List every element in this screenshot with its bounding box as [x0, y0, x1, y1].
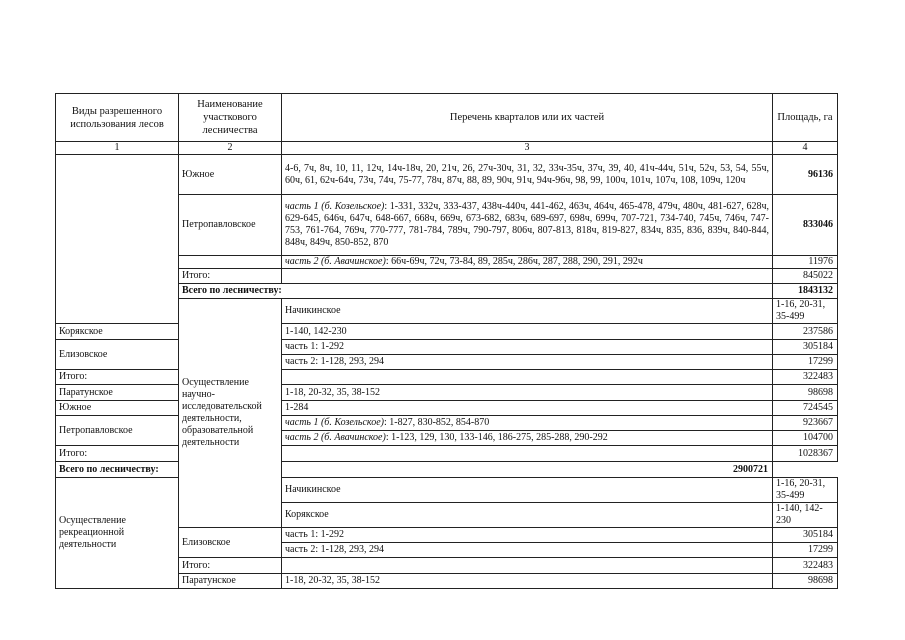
quarters-cell: часть 2: 1-128, 293, 294 [282, 355, 773, 370]
total-label: Итого: [56, 446, 179, 462]
quarters-cell [282, 416, 773, 431]
forestry-name: Елизовское [56, 340, 179, 370]
quarters-cell: 1-18, 20-32, 35, 38-152 [282, 574, 773, 589]
forestry-name: Паратунское [56, 385, 179, 401]
grand-total-area: 2900721 [282, 462, 773, 478]
quarters-cell: 1-18, 20-32, 35, 38-152 [282, 385, 773, 401]
column-number: 2 [179, 142, 282, 155]
grand-total-label: Всего по лесничеству: [179, 284, 773, 299]
total-area: 322483 [773, 558, 838, 574]
area-cell: 98698 [773, 574, 838, 589]
column-number: 4 [773, 142, 838, 155]
total-row [56, 446, 838, 462]
quarters-cell: 1-140, 142-230 [282, 324, 773, 340]
total-label: Итого: [56, 370, 179, 385]
total-area: 1028367 [773, 446, 838, 462]
empty-cell [282, 446, 773, 462]
table-row [56, 401, 838, 416]
use-type-cell [56, 155, 179, 324]
header-forestry-name: Наименование участкового лесничества [179, 94, 282, 142]
quarters-cell: 1-140, 142-230 [773, 503, 838, 528]
area-cell: 11976 [773, 256, 838, 269]
forestry-name: Начикинское [282, 478, 773, 503]
forestry-name: Южное [56, 401, 179, 416]
area-cell: 305184 [773, 340, 838, 355]
forestry-name: Начикинское [282, 299, 773, 324]
table-row [56, 324, 838, 340]
table-row [56, 385, 838, 401]
table-row [56, 416, 838, 431]
grand-total-row [56, 462, 838, 478]
forestry-name: Корякское [282, 503, 773, 528]
quarters-cell: 1-16, 20-31, 35-499 [773, 299, 838, 324]
forestry-name: Елизовское [179, 528, 282, 558]
table-row [56, 340, 838, 355]
quarters-cell [282, 431, 773, 446]
area-cell: 237586 [773, 324, 838, 340]
column-number: 1 [56, 142, 179, 155]
area-cell: 17299 [773, 543, 838, 558]
area-cell: 724545 [773, 401, 838, 416]
empty-cell [282, 269, 773, 284]
forestry-name: Паратунское [179, 574, 282, 589]
total-row [56, 370, 838, 385]
area-cell: 98698 [773, 385, 838, 401]
empty-cell [282, 558, 773, 574]
quarters-cell: часть 1: 1-292 [282, 340, 773, 355]
forestry-name: Южное [179, 155, 282, 195]
quarters-cell: часть 1: 1-292 [282, 528, 773, 543]
forestry-name: Петропавловское [56, 416, 179, 446]
grand-total-area: 1843132 [773, 284, 838, 299]
quarters-cell: 1-284 [282, 401, 773, 416]
column-number: 3 [282, 142, 773, 155]
part-quarters: : 1-331, 332ч, 333-437, 438ч-440ч, 441-462, 463ч, 464ч, 465-478, 479ч, 480ч, 481-627, 628ч, 629-645, 646ч, 647ч, 648-667, 668ч, 669ч, 673-682, 683ч, 689-697, 698ч, 699ч, 707-721, 734-740, 745ч, 746ч, 747-753, 761-764, 769ч, 770-777, 781-784, 789ч, 790-797, 806ч, 807-813, 818ч, 819-827, 834ч, 835, 836, 839ч, 840-844, 848ч, 849ч, 850-852, 870 [285, 201, 769, 248]
quarters-cell: 4-6, 7ч, 8ч, 10, 11, 12ч, 14ч-18ч, 20, 21ч, 26, 27ч-30ч, 31, 32, 33ч-35ч, 37ч, 39, 40, 41ч-44ч, 51ч, 52ч, 53, 54, 55ч, 60ч, 61, 62ч-64ч, 73ч, 74ч, 75-77, 78ч, 87ч, 88, 89, 90ч, 91ч, 94ч-96ч, 98, 99, 100ч, 101ч, 107ч, 108, 109ч, 120ч [282, 155, 773, 195]
part-label: часть 2 (б. Авачинское) [285, 256, 386, 267]
area-cell: 17299 [773, 355, 838, 370]
total-label: Итого: [179, 269, 282, 284]
forest-use-table [55, 93, 838, 589]
part-quarters: : 66ч-69ч, 72ч, 73-84, 89, 285ч, 286ч, 287, 288, 290, 291, 292ч [385, 256, 643, 267]
quarters-cell: 1-16, 20-31, 35-499 [773, 478, 838, 503]
part-quarters: : 1-827, 830-852, 854-870 [383, 417, 490, 428]
use-type-cell: Осуществление рекреационной деятельности [56, 478, 179, 589]
header-row [56, 94, 838, 142]
empty-cell [282, 370, 773, 385]
header-area: Площадь, га [773, 94, 838, 142]
use-type-cell: Осуществление научно-исследовательской деятельности, образовательной деятельности [179, 299, 282, 528]
forestry-name-empty [179, 256, 282, 269]
quarters-cell [282, 195, 773, 256]
header-use-types: Виды разрешенного использования лесов [56, 94, 179, 142]
area-cell: 96136 [773, 155, 838, 195]
quarters-cell [282, 256, 773, 269]
grand-total-label: Всего по лесничеству: [56, 462, 282, 478]
column-number-row [56, 142, 838, 155]
part-label: часть 1 (б. Козельское) [285, 201, 385, 212]
area-cell: 305184 [773, 528, 838, 543]
table-row [56, 155, 838, 195]
forestry-name: Петропавловское [179, 195, 282, 256]
part-label: часть 1 (б. Козельское) [285, 417, 384, 428]
quarters-cell: часть 2: 1-128, 293, 294 [282, 543, 773, 558]
table-row [56, 478, 838, 503]
header-quarters: Перечень кварталов или их частей [282, 94, 773, 142]
total-area: 845022 [773, 269, 838, 284]
total-area: 322483 [773, 370, 838, 385]
part-label: часть 2 (б. Авачинское) [285, 432, 386, 443]
area-cell: 833046 [773, 195, 838, 256]
forestry-name: Корякское [56, 324, 179, 340]
area-cell: 104700 [773, 431, 838, 446]
area-cell: 923667 [773, 416, 838, 431]
part-quarters: : 1-123, 129, 130, 133-146, 186-275, 285-288, 290-292 [385, 432, 608, 443]
total-label: Итого: [179, 558, 282, 574]
